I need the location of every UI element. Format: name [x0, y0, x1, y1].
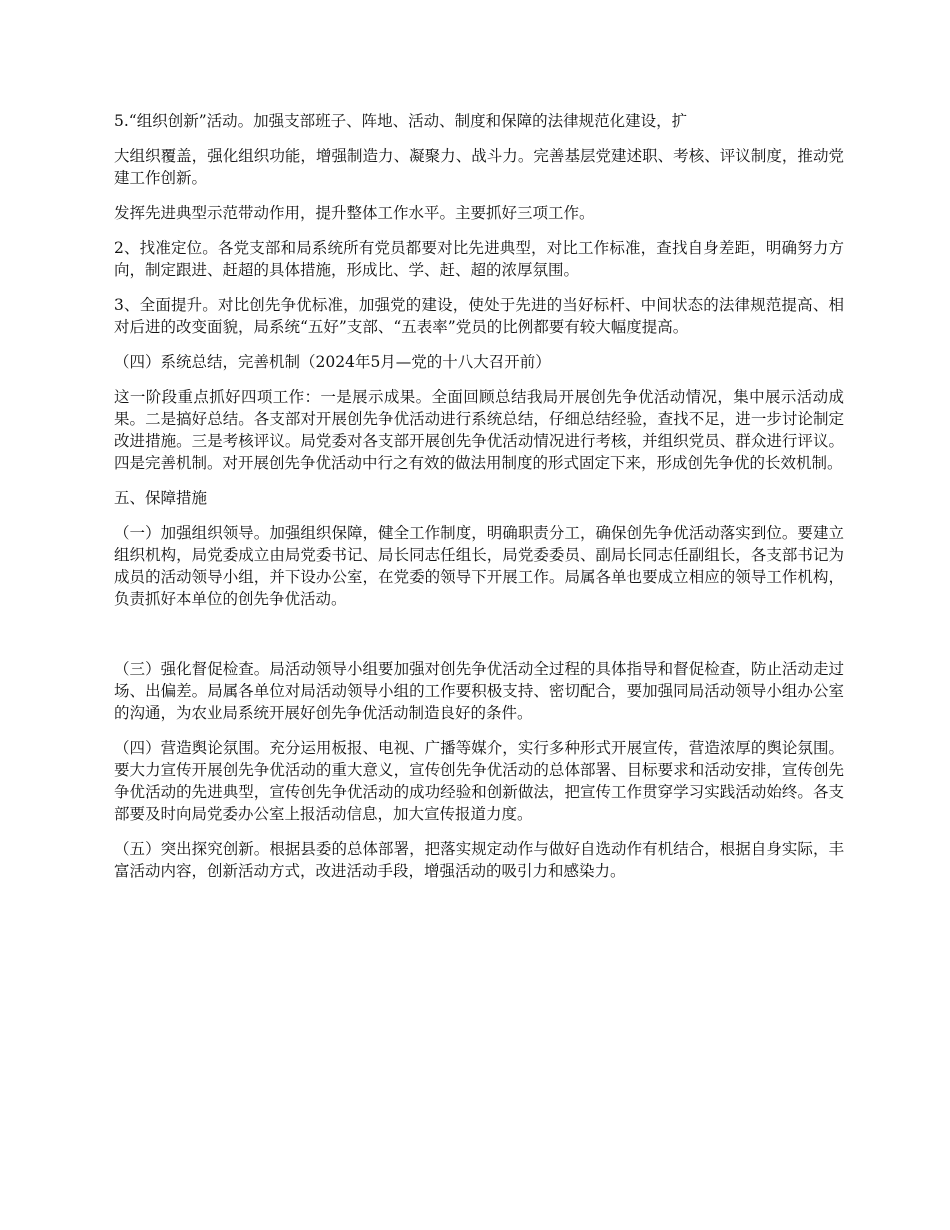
- paragraph-organization-coverage: 大组织覆盖，强化组织功能，增强制造力、凝聚力、战斗力。完善基层党建述职、考核、评议制度，推动党建工作创新。: [114, 147, 844, 187]
- section-heading-safeguards: 五、保障措施: [114, 489, 208, 507]
- document-page: [114, 110, 844, 895]
- paragraph-overall-improvement: 3、全面提升。对比创先争优标准，加强党的建设，使处于先进的当好标杆、中间状态的法律规范提高、相对后进的改变面貌，局系统“五好”支部、“五表率”党员的比例都要有较大幅度提高。: [114, 296, 844, 336]
- paragraph-organization-innovation: 5.“组织创新”活动。加强支部班子、阵地、活动、制度和保障的法律规范化建设，扩: [114, 112, 688, 130]
- paragraph-public-opinion: （四）营造舆论氛围。充分运用板报、电视、广播等媒介，实行多种形式开展宣传，营造浓厚的舆论氛围。要大力宣传开展创先争优活动的重大意义，宣传创先争优活动的总体部署、目标要求和活动安排，宣传创先争优活动的先进典型，宣传创先争优活动的成功经验和创新做法，把宣传工作贯穿学习实践活动始终。各支部要及时向局党委办公室上报活动信息，加大宣传报道力度。: [114, 739, 844, 823]
- section-heading-summary: （四）系统总结，完善机制（2024年5月—党的十八大召开前）: [114, 353, 551, 371]
- paragraph-positioning: 2、找准定位。各党支部和局系统所有党员都要对比先进典型，对比工作标准，查找自身差距，明确努力方向，制定跟进、赶超的具体措施，形成比、学、赶、超的浓厚氛围。: [114, 239, 844, 279]
- paragraph-model-role: 发挥先进典型示范带动作用，提升整体工作水平。主要抓好三项工作。: [114, 204, 595, 222]
- paragraph-supervision: （三）强化督促检查。局活动领导小组要加强对创先争优活动全过程的具体指导和督促检查，防止活动走过场、出偏差。局属各单位对局活动领导小组的工作要积极支持、密切配合，要加强同局活动领导小组办公室的沟通，为农业局系统开展好创先争优活动制造良好的条件。: [114, 660, 844, 722]
- paragraph-summary-tasks: 这一阶段重点抓好四项工作：一是展示成果。全面回顾总结我局开展创先争优活动情况，集中展示活动成果。二是搞好总结。各支部对开展创先争优活动进行系统总结，仔细总结经验，查找不足，进一步讨论制定改进措施。三是考核评议。局党委对各支部开展创先争优活动情况进行考核，并组织党员、群众进行评议。四是完善机制。对开展创先争优活动中行之有效的做法用制度的形式固定下来，形成创先争优的长效机制。: [114, 388, 844, 472]
- paragraph-innovation: （五）突出探究创新。根据县委的总体部署，把落实规定动作与做好自选动作有机结合，根据自身实际，丰富活动内容，创新活动方式，改进活动手段，增强活动的吸引力和感染力。: [114, 840, 844, 880]
- paragraph-organization-leadership: （一）加强组织领导。加强组织保障，健全工作制度，明确职责分工，确保创先争优活动落实到位。要建立组织机构，局党委成立由局党委书记、局长同志任组长，局党委委员、副局长同志任副组长，各支部书记为成员的活动领导小组，并下设办公室，在党委的领导下开展工作。局属各单也要成立相应的领导工作机构，负责抓好本单位的创先争优活动。: [114, 524, 844, 608]
